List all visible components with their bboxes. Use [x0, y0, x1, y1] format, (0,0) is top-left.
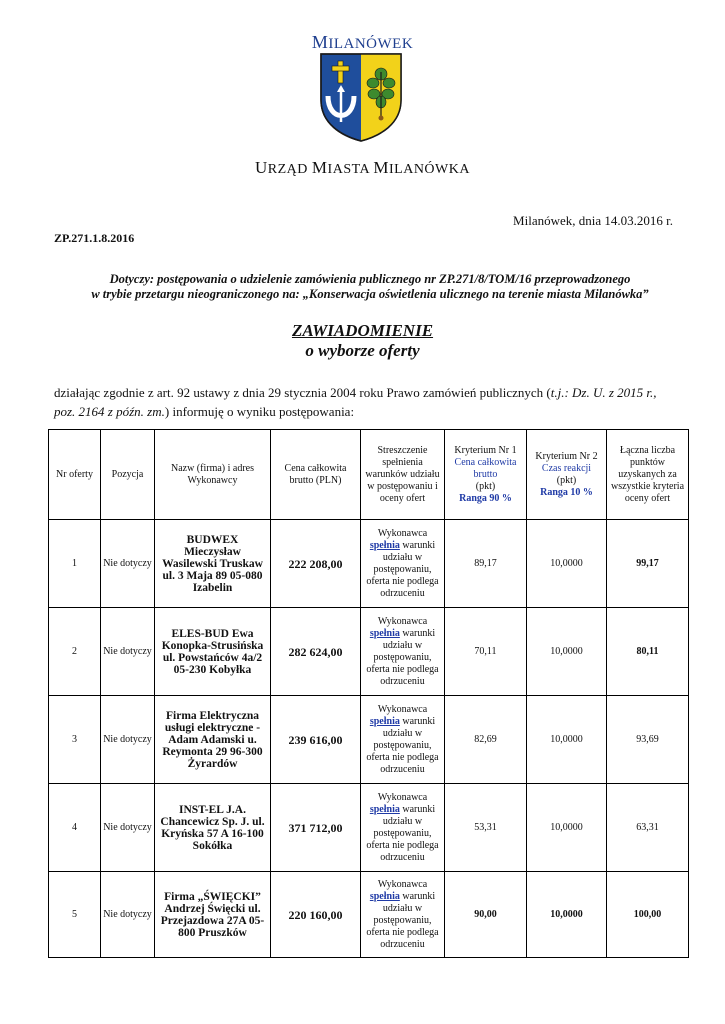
table-row	[49, 784, 689, 872]
document-subtitle: o wyborze oferty	[305, 341, 420, 360]
cell-summary: Wykonawca spełnia warunki udziału w postępowaniu, oferta nie podlega odrzuceniu	[361, 608, 445, 696]
subject-line-2: w trybie przetargu nieograniczonego na: „Konserwacja oświetlenia ulicznego na terenie miasta Milanówka”	[91, 287, 649, 301]
dateline: Milanówek, dnia 14.03.2016 r.	[513, 213, 673, 228]
cell-total: 63,31	[607, 784, 689, 872]
subject	[40, 272, 700, 302]
cell-total: 93,69	[607, 696, 689, 784]
cell-nr: 2	[49, 608, 101, 696]
cell-company: Firma „ŚWIĘCKI” Andrzej Święcki ul. Przejazdowa 27A 05-800 Pruszków	[155, 872, 271, 958]
cell-summary: Wykonawca spełnia warunki udziału w postępowaniu, oferta nie podlega odrzuceniu	[361, 872, 445, 958]
cell-company: BUDWEX Mieczysław Wasilewski Truskaw ul. 3 Maja 89 05-080 Izabelin	[155, 520, 271, 608]
reference-number: ZP.271.1.8.2016	[54, 231, 135, 245]
header-summary: Streszczenie spełnienia warunków udziału w postępowaniu i oceny ofert	[361, 430, 445, 520]
table-row	[49, 608, 689, 696]
cell-summary: Wykonawca spełnia warunki udziału w postępowaniu, oferta nie podlega odrzuceniu	[361, 696, 445, 784]
cell-criterion-2: 10,0000	[527, 784, 607, 872]
header-total: Łączna liczba punktów uzyskanych za wszystkie kryteria oceny ofert	[607, 430, 689, 520]
legal-citation: t.j.: Dz. U. z 2015 r., poz. 2164 z późn. zm.	[54, 385, 657, 419]
cell-nr: 1	[49, 520, 101, 608]
cell-position: Nie dotyczy	[101, 784, 155, 872]
cell-price: 220 160,00	[271, 872, 361, 958]
cell-price: 371 712,00	[271, 784, 361, 872]
header-position: Pozycja	[101, 430, 155, 520]
table-row	[49, 696, 689, 784]
cell-total: 80,11	[607, 608, 689, 696]
cell-criterion-1: 90,00	[445, 872, 527, 958]
table-header-row	[49, 430, 689, 520]
logo-title: MILANÓWEK	[311, 32, 414, 52]
cell-criterion-1: 89,17	[445, 520, 527, 608]
cell-criterion-2: 10,0000	[527, 608, 607, 696]
cell-position: Nie dotyczy	[101, 520, 155, 608]
cell-criterion-2: 10,0000	[527, 696, 607, 784]
subject-line-1: Dotyczy: postępowania o udzielenie zamówienia publicznego nr ZP.271/8/TOM/16 przeprowadzonego	[109, 272, 631, 286]
cell-summary: Wykonawca spełnia warunki udziału w postępowaniu, oferta nie podlega odrzuceniu	[361, 520, 445, 608]
table-row	[49, 872, 689, 958]
header-nr: Nr oferty	[49, 430, 101, 520]
cell-criterion-1: 70,11	[445, 608, 527, 696]
header-criterion-2: Kryterium Nr 2 Czas reakcji (pkt) Ranga 10 %	[527, 430, 607, 520]
document-title: ZAWIADOMIENIE	[291, 321, 434, 340]
cell-company: INST-EL J.A. Chancewicz Sp. J. ul. Kryńska 57 A 16-100 Sokółka	[155, 784, 271, 872]
cell-criterion-2: 10,0000	[527, 872, 607, 958]
cell-summary: Wykonawca spełnia warunki udziału w postępowaniu, oferta nie podlega odrzuceniu	[361, 784, 445, 872]
header-criterion-1: Kryterium Nr 1 Cena całkowita brutto (pkt) Ranga 90 %	[445, 430, 527, 520]
cell-company: Firma Elektryczna usługi elektryczne - Adam Adamski u. Reymonta 29 96-300 Żyrardów	[155, 696, 271, 784]
office-name: URZĄD MIASTA MILANÓWKA	[255, 158, 470, 177]
cell-price: 239 616,00	[271, 696, 361, 784]
header-company: Nazw (firma) i adres Wykonawcy	[155, 430, 271, 520]
cell-criterion-1: 53,31	[445, 784, 527, 872]
cell-nr: 5	[49, 872, 101, 958]
cell-nr: 3	[49, 696, 101, 784]
cell-position: Nie dotyczy	[101, 872, 155, 958]
results-table	[48, 429, 689, 958]
milanowek-crest-icon	[318, 52, 404, 142]
cell-company: ELES-BUD Ewa Konopka-Strusińska ul. Powstańców 4a/2 05-230 Kobyłka	[155, 608, 271, 696]
cell-position: Nie dotyczy	[101, 696, 155, 784]
document-heading	[0, 321, 725, 361]
intro-paragraph: działając zgodnie z art. 92 ustawy z dnia 29 stycznia 2004 roku Prawo zamówień publicznych (t.j.: Dz. U. z 2015 r., poz. 2164 z późn. zm.) informuję o wyniku postępowania:	[54, 385, 657, 419]
cell-price: 222 208,00	[271, 520, 361, 608]
cell-criterion-2: 10,0000	[527, 520, 607, 608]
cell-price: 282 624,00	[271, 608, 361, 696]
cell-total: 100,00	[607, 872, 689, 958]
cell-criterion-1: 82,69	[445, 696, 527, 784]
cell-position: Nie dotyczy	[101, 608, 155, 696]
cell-nr: 4	[49, 784, 101, 872]
cell-total: 99,17	[607, 520, 689, 608]
table-row	[49, 520, 689, 608]
header-price: Cena całkowita brutto (PLN)	[271, 430, 361, 520]
